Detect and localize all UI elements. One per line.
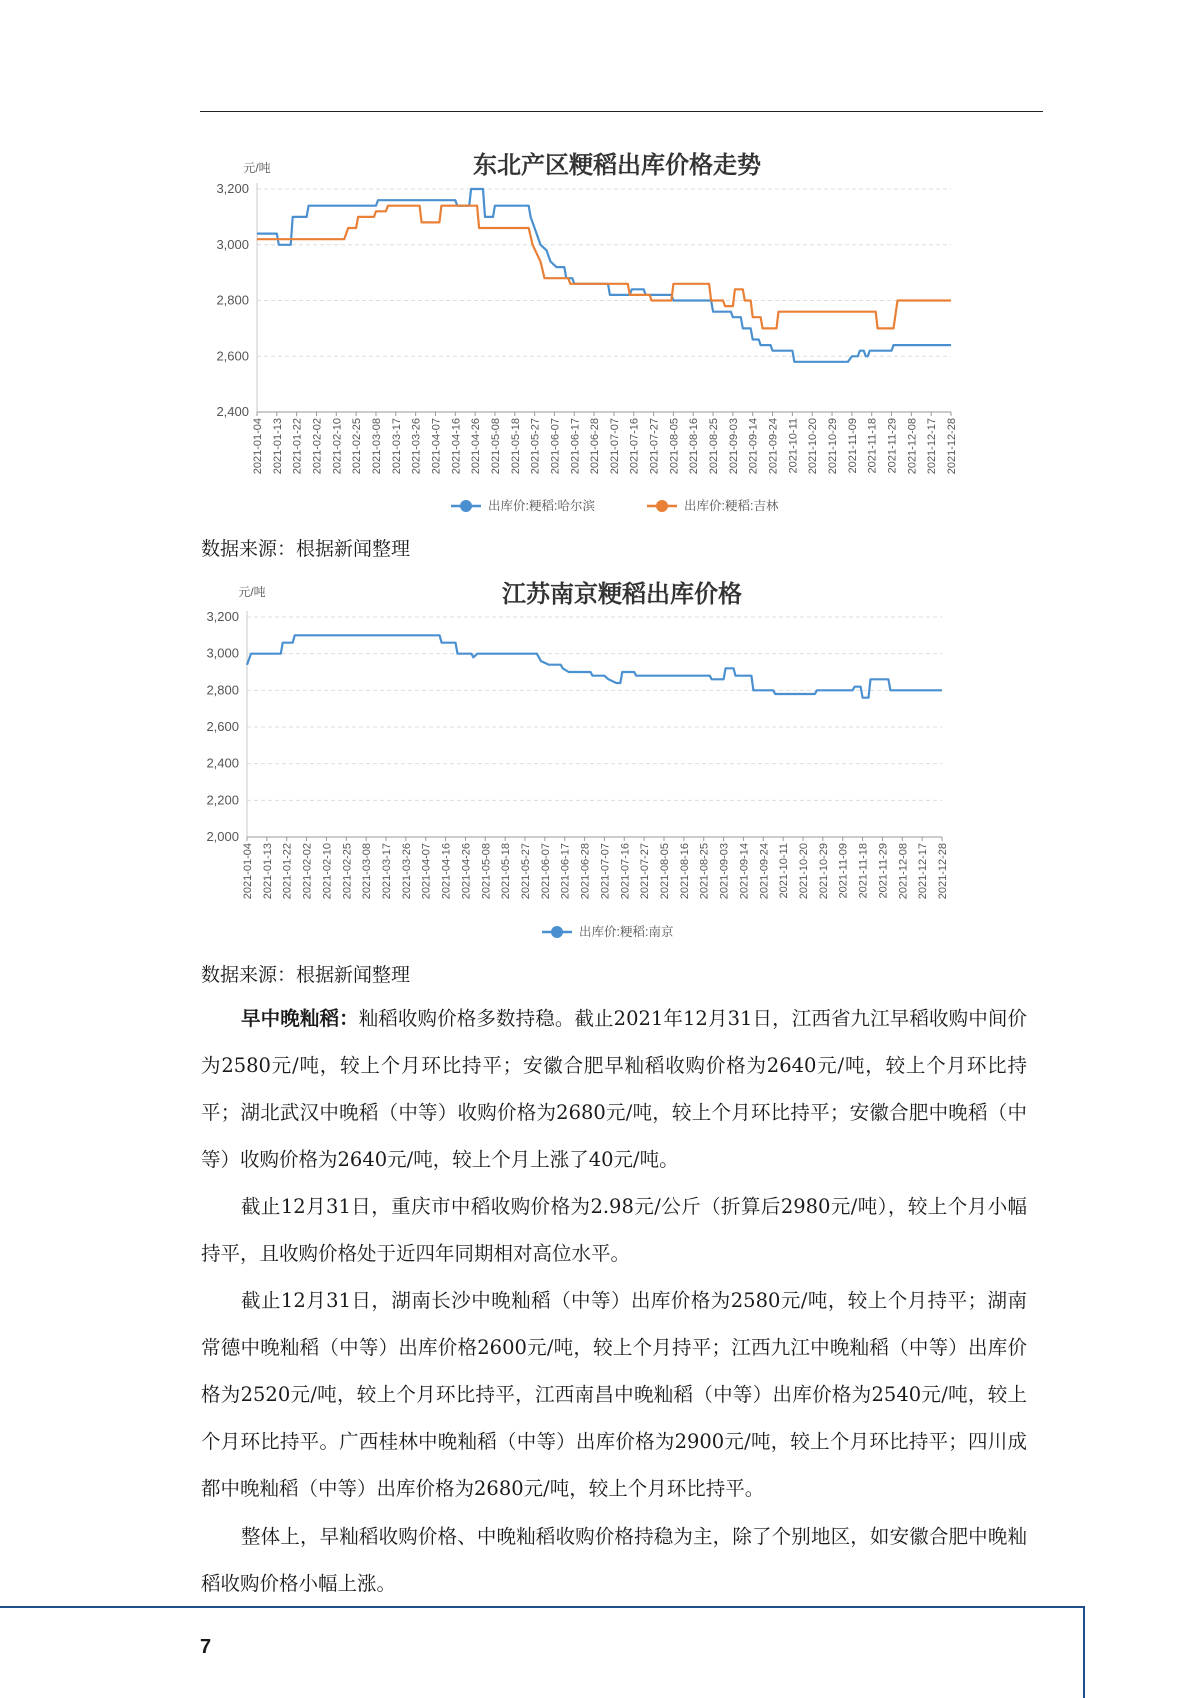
legend-label: 出库价:粳稻:吉林 [684,499,779,513]
y-tick-label: 3,200 [206,609,239,624]
legend-label: 出库价:粳稻:哈尔滨 [488,499,595,513]
x-tick-label: 2021-01-13 [261,843,274,900]
chart-legend [451,498,779,513]
x-tick-label: 2021-03-17 [390,418,403,475]
paragraph-text: 整体上，早籼稻收购价格、中晚籼稻收购价格持稳为主，除了个别地区，如安徽合肥中晚籼稻收购价格小幅上涨。 [201,1525,1027,1595]
series-line [257,189,951,362]
x-tick-label: 2021-06-28 [589,418,602,475]
x-tick-label: 2021-01-04 [242,843,254,900]
data-source: 数据来源：根据新闻整理 [201,538,411,560]
x-tick-label: 2021-08-25 [698,843,711,900]
y-tick-label: 2,600 [216,348,249,364]
x-tick-label: 2021-04-26 [470,418,483,475]
y-tick-label: 3,000 [216,236,249,252]
x-tick-label: 2021-05-08 [489,418,502,475]
series-line [257,206,951,329]
data-source: 数据来源：根据新闻整理 [201,964,411,986]
x-tick-label: 2021-12-17 [926,418,939,475]
paragraph-text: 截止12月31日，湖南长沙中晚籼稻（中等）出库价格为2580元/吨，较上个月持平；湖南常德中晚籼稻（中等）出库价格2600元/吨，较上个月持平；江西九江中晚籼稻（中等）出库价格为2520元/吨，较上个月环比持平，江西南昌中晚籼稻（中等）出库价格为2540元/吨，较上个月环比持平。广西桂林中晚籼稻（中等）出库价格为2900元/吨，较上个月环比持平；四川成都中晚籼稻（中等）出库价格为2680元/吨，较上个月环比持平。 [201,1289,1027,1500]
legend-marker-dot [551,926,563,938]
chart-title: 江苏南京粳稻出库价格 [502,580,742,608]
x-tick-label: 2021-04-16 [440,843,453,900]
y-tick-label: 3,200 [216,181,249,196]
paragraph [201,995,1027,1183]
legend-label: 出库价:粳稻:南京 [579,925,674,939]
chart-nanjing [205,572,1045,950]
x-tick-label: 2021-02-10 [321,843,334,900]
chart-unit: 元/吨 [238,585,266,599]
chart-legend [542,924,674,939]
paragraph [201,1277,1027,1512]
x-tick-label: 2021-03-08 [370,418,383,475]
x-tick-label: 2021-03-26 [410,418,423,475]
chart-title: 东北产区粳稻出库价格走势 [473,151,761,179]
x-tick-label: 2021-07-27 [648,418,661,475]
x-tick-label: 2021-10-11 [778,843,791,899]
x-tick-label: 2021-09-03 [718,843,731,900]
x-tick-label: 2021-04-26 [460,843,473,900]
x-tick-label: 2021-06-17 [569,418,582,475]
y-tick-label: 2,600 [206,719,239,734]
x-tick-label: 2021-05-27 [529,418,542,475]
x-tick-label: 2021-02-10 [331,418,344,475]
x-tick-label: 2021-12-28 [946,418,958,475]
x-tick-label: 2021-05-27 [520,843,532,900]
x-tick-label: 2021-10-29 [827,418,840,475]
x-tick-label: 2021-09-24 [758,843,771,900]
x-tick-label: 2021-08-05 [668,418,681,475]
x-tick-label: 2021-09-24 [767,418,780,475]
x-tick-label: 2021-09-14 [738,843,751,900]
x-tick-label: 2021-07-16 [619,843,632,900]
y-tick-label: 2,000 [206,829,239,844]
x-tick-label: 2021-10-20 [798,843,810,900]
x-tick-label: 2021-01-22 [281,843,294,900]
x-tick-label: 2021-11-09 [837,843,850,899]
x-tick-label: 2021-11-18 [866,418,879,474]
x-tick-label: 2021-12-17 [917,843,930,900]
paragraph-text: 截止12月31日，重庆市中稻收购价格为2.98元/公斤（折算后2980元/吨），较上个月小幅持平，且收购价格处于近四年同期相对高位水平。 [201,1195,1027,1265]
chart-unit: 元/吨 [243,161,271,175]
x-tick-label: 2021-04-07 [430,418,443,475]
x-tick-label: 2021-02-02 [311,418,324,475]
x-tick-label: 2021-09-14 [747,418,760,475]
header-rule [200,111,1043,112]
x-tick-label: 2021-03-17 [381,843,393,900]
footer-rule [0,1606,1085,1608]
y-tick-label: 2,400 [216,404,249,419]
x-tick-label: 2021-11-29 [877,843,890,899]
y-tick-label: 3,000 [206,645,239,661]
chart-northeast [205,140,1045,520]
x-tick-label: 2021-10-20 [807,418,820,475]
x-tick-label: 2021-06-28 [579,843,592,900]
x-tick-label: 2021-06-07 [539,843,552,900]
y-tick-label: 2,400 [206,755,239,771]
x-tick-label: 2021-01-13 [271,418,284,475]
x-tick-label: 2021-11-29 [886,418,899,474]
legend-marker-dot [656,500,668,512]
x-tick-label: 2021-08-16 [688,418,701,475]
x-tick-label: 2021-01-22 [291,418,304,475]
paragraph-lead: 早中晚籼稻： [241,1007,359,1030]
footer-rule-vertical [1083,1606,1085,1698]
x-tick-label: 2021-05-18 [500,843,513,900]
x-tick-label: 2021-02-25 [341,843,354,900]
y-tick-label: 2,800 [216,292,249,308]
chart-northeast-svg [205,140,1045,520]
x-tick-label: 2021-03-26 [400,843,413,900]
x-tick-label: 2021-12-28 [937,843,949,900]
legend-marker-dot [460,500,472,512]
x-tick-label: 2021-08-05 [659,843,671,900]
x-tick-label: 2021-10-29 [817,843,830,900]
x-tick-label: 2021-07-07 [599,843,612,900]
x-tick-label: 2021-12-08 [897,843,910,900]
x-tick-label: 2021-07-16 [628,418,641,475]
page-number: 7 [200,1636,212,1658]
x-tick-label: 2021-08-25 [708,418,721,475]
x-tick-label: 2021-04-07 [420,843,433,900]
x-tick-label: 2021-12-08 [906,418,919,475]
x-tick-label: 2021-07-27 [639,843,652,900]
x-tick-label: 2021-08-16 [678,843,691,900]
x-tick-label: 2021-10-11 [787,418,800,474]
y-tick-label: 2,800 [206,682,239,698]
x-tick-label: 2021-06-17 [559,843,572,900]
x-tick-label: 2021-02-02 [301,843,314,900]
chart-nanjing-svg [205,572,1045,950]
x-tick-label: 2021-01-04 [252,418,264,475]
paragraph-text: 籼稻收购价格多数持稳。截止2021年12月31日，江西省九江早稻收购中间价为2580元/吨，较上个月环比持平；安徽合肥早籼稻收购价格为2640元/吨，较上个月环比持平；湖北武汉中晚稻（中等）收购价格为2680元/吨，较上个月环比持平；安徽合肥中晚稻（中等）收购价格为2640元/吨，较上个月上涨了40元/吨。 [201,1007,1027,1171]
x-tick-label: 2021-03-08 [361,843,374,900]
x-tick-label: 2021-09-03 [727,418,740,475]
x-tick-label: 2021-04-16 [450,418,463,475]
x-tick-label: 2021-05-18 [509,418,522,475]
x-tick-label: 2021-02-25 [351,418,364,475]
x-tick-label: 2021-06-07 [549,418,562,475]
x-tick-label: 2021-11-18 [857,843,870,899]
x-tick-label: 2021-05-08 [480,843,493,900]
paragraph [201,1513,1027,1607]
y-tick-label: 2,200 [206,792,239,808]
x-tick-label: 2021-11-09 [846,418,859,474]
x-tick-label: 2021-07-07 [608,418,621,475]
paragraph [201,1183,1027,1277]
series-line [247,635,942,697]
